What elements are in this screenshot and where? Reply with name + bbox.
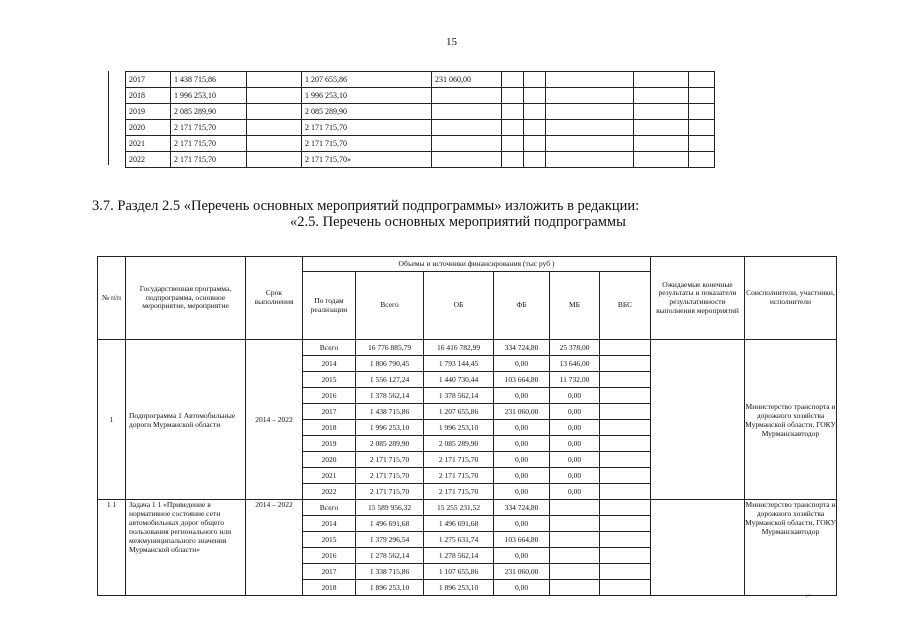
- cell-mb: 0,00: [550, 388, 600, 404]
- cell-mb: 0,00: [550, 452, 600, 468]
- table-cell: 1 207 655,86: [302, 72, 432, 88]
- table-cell: [634, 120, 689, 136]
- activity-name: Подпрограмма 1 Автомобильные дороги Мурманской области: [126, 340, 246, 500]
- table-cell: [546, 104, 634, 120]
- cell-vbs: [600, 516, 651, 532]
- cell-year: 2018: [303, 580, 356, 596]
- table-cell: [502, 104, 524, 120]
- cell-total: 1 806 790,45: [356, 356, 424, 372]
- executors: Министерство транспорта и дорожного хозяйства Мурманской области, ГОКУ Мурманскавтодор: [745, 340, 837, 500]
- table-row: [126, 88, 715, 104]
- activity-term: 2014 – 2022: [246, 340, 303, 500]
- cell-vbs: [600, 468, 651, 484]
- cell-mb: [550, 580, 600, 596]
- table-cell: [432, 152, 502, 168]
- table-cell: [502, 72, 524, 88]
- table-cell: 2020: [126, 120, 171, 136]
- header-year: По годам реализации: [303, 272, 356, 340]
- table-cell: [502, 120, 524, 136]
- table-cell: 2022: [126, 152, 171, 168]
- cell-mb: 0,00: [550, 468, 600, 484]
- cell-ob: 15 255 231,52: [424, 500, 494, 516]
- cell-fb: 334 724,80: [494, 500, 550, 516]
- cell-ob: 1 278 562,14: [424, 548, 494, 564]
- table-cell: [546, 88, 634, 104]
- cell-ob: 2 171 715,70: [424, 452, 494, 468]
- cell-year: Всего: [303, 500, 356, 516]
- activity-name: Задача 1 1 «Приведение в нормативное состояние сети автомобильных дорог общего пользования регионального или межмуниципального значения Мурманской области»: [126, 500, 246, 596]
- header-fb: ФБ: [494, 272, 550, 340]
- header-mb: МБ: [550, 272, 600, 340]
- activity-term: 2014 – 2022: [246, 500, 303, 596]
- cell-vbs: [600, 580, 651, 596]
- table-cell: 1 996 253,10: [171, 88, 247, 104]
- table-cell: [689, 152, 715, 168]
- cell-year: 2019: [303, 436, 356, 452]
- cell-total: 2 171 715,70: [356, 484, 424, 500]
- row-number: 1: [98, 340, 126, 500]
- table-cell: 2 171 715,70: [171, 120, 247, 136]
- left-margin-line: [108, 71, 109, 165]
- cell-ob: 1 996 253,10: [424, 420, 494, 436]
- cell-year: 2022: [303, 484, 356, 500]
- cell-mb: 0,00: [550, 436, 600, 452]
- cell-total: 1 556 127,24: [356, 372, 424, 388]
- table-cell: [247, 88, 302, 104]
- continued-funding-table: [125, 71, 715, 168]
- cell-year: 2015: [303, 372, 356, 388]
- cell-mb: [550, 500, 600, 516]
- cell-vbs: [600, 452, 651, 468]
- table-cell: 1 996 253,10: [302, 88, 432, 104]
- cell-year: 2016: [303, 548, 356, 564]
- table-cell: [634, 152, 689, 168]
- cell-vbs: [600, 532, 651, 548]
- cell-fb: 231 060,00: [494, 404, 550, 420]
- cell-fb: 103 664,80: [494, 532, 550, 548]
- table-row: [126, 72, 715, 88]
- table-cell: 2 171 715,70»: [302, 152, 432, 168]
- header-total: Всего: [356, 272, 424, 340]
- cell-total: 1 438 715,86: [356, 404, 424, 420]
- cell-total: 16 776 885,79: [356, 340, 424, 356]
- cell-total: 1 996 253,10: [356, 420, 424, 436]
- table-row: [98, 500, 837, 516]
- cell-mb: 0,00: [550, 404, 600, 420]
- table-cell: [689, 72, 715, 88]
- table-cell: [247, 120, 302, 136]
- cell-mb: 25 378,00: [550, 340, 600, 356]
- cell-vbs: [600, 388, 651, 404]
- section-amendment-text: 3.7. Раздел 2.5 «Перечень основных мероприятий подпрограммы» изложить в редакции:: [92, 198, 640, 214]
- header-num: № п/п: [98, 257, 126, 340]
- table-cell: [432, 120, 502, 136]
- cell-total: 15 589 956,32: [356, 500, 424, 516]
- expected-results: [651, 500, 745, 596]
- cell-total: 1 378 562,14: [356, 388, 424, 404]
- cell-ob: 16 416 782,99: [424, 340, 494, 356]
- cell-total: 2 085 289,90: [356, 436, 424, 452]
- table-cell: [689, 104, 715, 120]
- header-name: Государственная программа, подпрограмма, основное мероприятие, мероприятие: [126, 257, 246, 340]
- table-cell: [689, 136, 715, 152]
- table-cell: [524, 72, 546, 88]
- expected-results: [651, 340, 745, 500]
- cell-vbs: [600, 372, 651, 388]
- table-cell: [634, 136, 689, 152]
- section-heading: «2.5. Перечень основных мероприятий подпрограммы: [290, 214, 626, 230]
- cell-mb: [550, 532, 600, 548]
- cell-fb: 0,00: [494, 516, 550, 532]
- cell-year: 2016: [303, 388, 356, 404]
- table-cell: 2 171 715,70: [302, 136, 432, 152]
- table-cell: [247, 152, 302, 168]
- table-cell: [524, 152, 546, 168]
- margin-mark: ⌐: [806, 590, 812, 600]
- cell-year: Всего: [303, 340, 356, 356]
- header-ob: ОБ: [424, 272, 494, 340]
- table-row: [126, 120, 715, 136]
- cell-ob: 1 793 144,45: [424, 356, 494, 372]
- cell-fb: 0,00: [494, 452, 550, 468]
- table-cell: [546, 72, 634, 88]
- table-cell: [247, 104, 302, 120]
- table-cell: [524, 104, 546, 120]
- cell-year: 2021: [303, 468, 356, 484]
- table-cell: [502, 88, 524, 104]
- cell-mb: 13 646,00: [550, 356, 600, 372]
- table-cell: [432, 88, 502, 104]
- table-cell: [524, 120, 546, 136]
- table-cell: [247, 136, 302, 152]
- table-row: [126, 152, 715, 168]
- table-cell: [502, 152, 524, 168]
- cell-total: 1 896 253,10: [356, 580, 424, 596]
- cell-ob: 1 275 631,74: [424, 532, 494, 548]
- table-row: [126, 136, 715, 152]
- cell-ob: 2 085 289,90: [424, 436, 494, 452]
- cell-total: 2 171 715,70: [356, 468, 424, 484]
- table-cell: [634, 88, 689, 104]
- cell-year: 2014: [303, 356, 356, 372]
- header-executors: Соисполнители, участники, исполнители: [745, 257, 837, 340]
- table-row: [98, 340, 837, 356]
- table-cell: [546, 152, 634, 168]
- cell-fb: 0,00: [494, 420, 550, 436]
- header-funding: Объемы и источники финансирования (тыс руб ): [303, 257, 651, 272]
- header-results: Ожидаемые конечные результаты и показатели результативности выполнения мероприятий: [651, 257, 745, 340]
- table-cell: 2021: [126, 136, 171, 152]
- cell-ob: 1 896 253,10: [424, 580, 494, 596]
- table-row: [126, 104, 715, 120]
- table-cell: 2 085 289,90: [302, 104, 432, 120]
- cell-ob: 1 440 730,44: [424, 372, 494, 388]
- table-cell: [432, 104, 502, 120]
- cell-year: 2017: [303, 404, 356, 420]
- cell-vbs: [600, 340, 651, 356]
- table-cell: [546, 120, 634, 136]
- table-cell: 231 060,00: [432, 72, 502, 88]
- table-cell: 2 085 289,90: [171, 104, 247, 120]
- cell-fb: 0,00: [494, 356, 550, 372]
- cell-total: 1 338 715,86: [356, 564, 424, 580]
- table-cell: [634, 104, 689, 120]
- row-number: 1 1: [98, 500, 126, 596]
- table-cell: [502, 136, 524, 152]
- table-cell: 2 171 715,70: [171, 136, 247, 152]
- cell-vbs: [600, 500, 651, 516]
- cell-fb: 0,00: [494, 388, 550, 404]
- table-cell: 2019: [126, 104, 171, 120]
- cell-fb: 0,00: [494, 484, 550, 500]
- table-cell: 2 171 715,70: [171, 152, 247, 168]
- cell-vbs: [600, 420, 651, 436]
- cell-ob: 1 496 691,68: [424, 516, 494, 532]
- cell-fb: 334 724,80: [494, 340, 550, 356]
- cell-mb: [550, 548, 600, 564]
- table-cell: [634, 72, 689, 88]
- header-vbs: ВБС: [600, 272, 651, 340]
- table-cell: [247, 72, 302, 88]
- cell-year: 2018: [303, 420, 356, 436]
- cell-vbs: [600, 548, 651, 564]
- cell-vbs: [600, 564, 651, 580]
- table-cell: [689, 88, 715, 104]
- table-cell: [689, 120, 715, 136]
- cell-vbs: [600, 484, 651, 500]
- cell-mb: [550, 564, 600, 580]
- cell-total: 1 496 691,68: [356, 516, 424, 532]
- cell-fb: 231 060,00: [494, 564, 550, 580]
- table-cell: 2018: [126, 88, 171, 104]
- cell-year: 2020: [303, 452, 356, 468]
- cell-total: 1 379 296,54: [356, 532, 424, 548]
- cell-year: 2014: [303, 516, 356, 532]
- cell-year: 2017: [303, 564, 356, 580]
- cell-ob: 2 171 715,70: [424, 468, 494, 484]
- cell-ob: 1 378 562,14: [424, 388, 494, 404]
- table-cell: [524, 136, 546, 152]
- cell-fb: 0,00: [494, 468, 550, 484]
- header-term: Срок выполнения: [246, 257, 303, 340]
- cell-fb: 0,00: [494, 436, 550, 452]
- cell-mb: 11 732,00: [550, 372, 600, 388]
- page-number: 15: [446, 36, 457, 48]
- cell-total: 1 278 562,14: [356, 548, 424, 564]
- cell-mb: [550, 516, 600, 532]
- cell-vbs: [600, 436, 651, 452]
- cell-year: 2015: [303, 532, 356, 548]
- table-cell: [524, 88, 546, 104]
- executors: Министерство транспорта и дорожного хозяйства Мурманской области, ГОКУ Мурманскавтодор: [745, 500, 837, 596]
- cell-mb: 0,00: [550, 484, 600, 500]
- cell-vbs: [600, 404, 651, 420]
- cell-ob: 2 171 715,70: [424, 484, 494, 500]
- activities-table: [97, 256, 837, 596]
- table-cell: 2017: [126, 72, 171, 88]
- table-cell: [546, 136, 634, 152]
- cell-fb: 0,00: [494, 580, 550, 596]
- cell-mb: 0,00: [550, 420, 600, 436]
- table-cell: [432, 136, 502, 152]
- cell-vbs: [600, 356, 651, 372]
- cell-ob: 1 207 655,86: [424, 404, 494, 420]
- cell-fb: 0,00: [494, 548, 550, 564]
- cell-total: 2 171 715,70: [356, 452, 424, 468]
- table-cell: 1 438 715,86: [171, 72, 247, 88]
- cell-fb: 103 664,80: [494, 372, 550, 388]
- cell-ob: 1 107 655,86: [424, 564, 494, 580]
- table-cell: 2 171 715,70: [302, 120, 432, 136]
